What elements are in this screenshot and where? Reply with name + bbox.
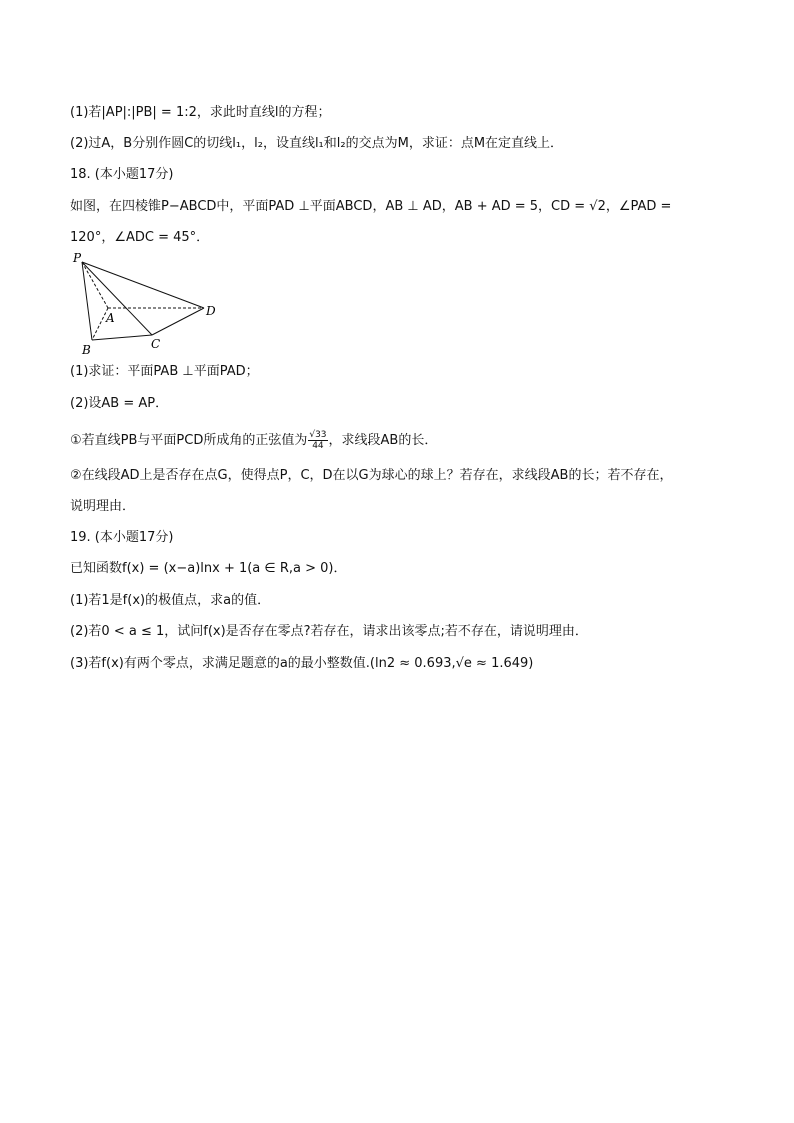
q19-part1: (1)若1是f(x)的极值点，求a的值． [70, 593, 271, 608]
q18-sub1-fraction [308, 430, 327, 451]
edge-pb [82, 262, 92, 340]
q18-sub1 [70, 430, 437, 451]
label-p: P [73, 251, 82, 265]
fraction-denominator: 44 [312, 441, 324, 451]
q18-sub2-line2: 说明理由． [70, 499, 136, 514]
q18-stem-line1: 如图，在四棱锥P−ABCD中，平面PAD ⊥平面ABCD，AB ⊥ AD，AB + AD = 5，CD = √2，∠PAD = [70, 199, 672, 214]
q17-part2: (2)过A，B分别作圆C的切线l₁，l₂，设直线l₁和l₂的交点为M，求证：点M在定直线上． [70, 136, 564, 151]
q18-part2: (2)设AB = AP． [70, 396, 169, 411]
q19-header: 19. (本小题17分) [70, 530, 174, 545]
edge-bc [92, 335, 152, 340]
label-b: B [82, 343, 91, 357]
q18-header: 18. (本小题17分) [70, 167, 174, 182]
q17-part1: (1)若|AP|:|PB| = 1:2，求此时直线l的方程； [70, 105, 331, 120]
q19-part3: (3)若f(x)有两个零点，求满足题意的a的最小整数值.(ln2 ≈ 0.693,√e ≈ 1.649) [70, 656, 534, 671]
label-d: D [206, 304, 216, 318]
q18-sub1-prefix: ①若直线PB与平面PCD所成角的正弦值为 [70, 433, 308, 448]
q18-sub2-line1: ②在线段AD上是否存在点G，使得点P，C，D在以G为球心的球上？若存在，求线段AB的长；若不存在， [70, 468, 673, 483]
label-c: C [151, 337, 161, 351]
fraction-numerator: √33 [309, 430, 327, 440]
q19-stem: 已知函数f(x) = (x−a)lnx + 1(a ∈ R,a > 0)． [70, 561, 347, 576]
q18-sub1-suffix: ，求线段AB的长． [328, 433, 438, 448]
label-a: A [106, 311, 115, 325]
q19-part2: (2)若0 < a ≤ 1，试问f(x)是否存在零点?若存在，请求出该零点;若不存在，请说明理由． [70, 624, 588, 639]
edge-pd [82, 262, 204, 308]
q18-part1: (1)求证：平面PAB ⊥平面PAD； [70, 364, 259, 379]
pyramid-figure [70, 250, 230, 360]
edge-pc [82, 262, 152, 335]
q18-stem-line2: 120°，∠ADC = 45°． [70, 230, 210, 245]
edge-cd [152, 308, 204, 335]
